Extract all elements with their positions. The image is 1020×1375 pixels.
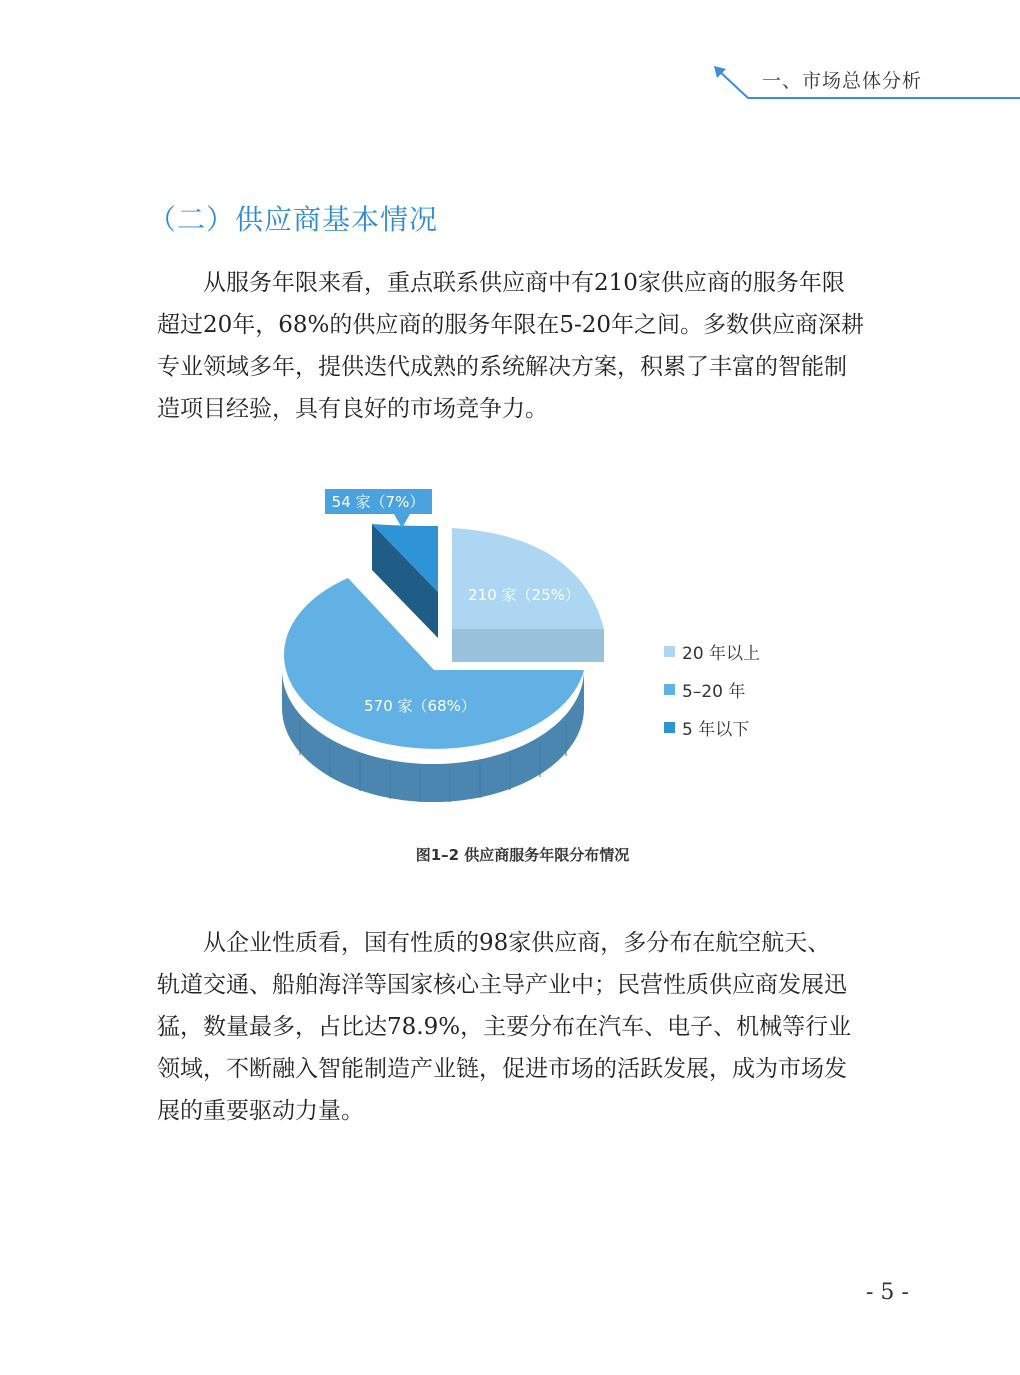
header-section-label: 一、市场总体分析 <box>762 70 923 92</box>
callout-under-5-years <box>325 489 432 528</box>
data-label-5-to-20-years: 570 家（68%） <box>364 697 476 715</box>
legend-label: 20 年以上 <box>682 643 761 664</box>
paragraph-2-line: 猛，数量最多，占比达78.9%，主要分布在汽车、电子、机械等行业 <box>157 1014 852 1040</box>
section-title: （二）供应商基本情况 <box>148 203 439 236</box>
legend-item-over-20-years <box>664 632 760 670</box>
pie-slice-over-20-years-side <box>452 629 604 662</box>
pie-chart <box>0 480 1020 820</box>
data-label-over-20-years: 210 家（25%） <box>468 586 580 604</box>
paragraph-1-line: 造项目经验，具有良好的市场竞争力。 <box>157 396 548 422</box>
paragraph-2-line: 展的重要驱动力量。 <box>157 1098 364 1124</box>
legend-item-5-to-20-years <box>664 670 760 708</box>
paragraph-2-line: 从企业性质看，国有性质的98家供应商，多分布在航空航天、 <box>157 930 831 956</box>
pie-slice-over-20-years-top <box>452 528 604 629</box>
paragraph-1-line: 超过20年，68%的供应商的服务年限在5-20年之间。多数供应商深耕 <box>157 312 865 338</box>
paragraph-2-line: 领域，不断融入智能制造产业链，促进市场的活跃发展，成为市场发 <box>157 1056 847 1082</box>
callout-label-under-5-years: 54 家（7%） <box>331 493 425 511</box>
paragraph-1-line: 专业领域多年，提供迭代成熟的系统解决方案，积累了丰富的智能制 <box>157 354 847 380</box>
page-number: - 5 - <box>866 1280 909 1305</box>
chart-legend <box>664 632 760 746</box>
paragraph-1-line: 从服务年限来看，重点联系供应商中有210家供应商的服务年限 <box>157 270 845 296</box>
figure-caption: 图1–2 供应商服务年限分布情况 <box>415 846 630 864</box>
paragraph-2 <box>157 922 897 1132</box>
legend-label: 5 年以下 <box>682 719 750 740</box>
paragraph-1 <box>157 262 897 430</box>
legend-item-under-5-years <box>664 708 760 746</box>
paragraph-2-line: 轨道交通、船舶海洋等国家核心主导产业中；民营性质供应商发展迅 <box>157 972 847 998</box>
pie-chart-svg <box>0 480 660 820</box>
legend-swatch <box>664 722 675 733</box>
legend-swatch <box>664 646 675 657</box>
legend-label: 5–20 年 <box>682 681 746 702</box>
legend-swatch <box>664 684 675 695</box>
